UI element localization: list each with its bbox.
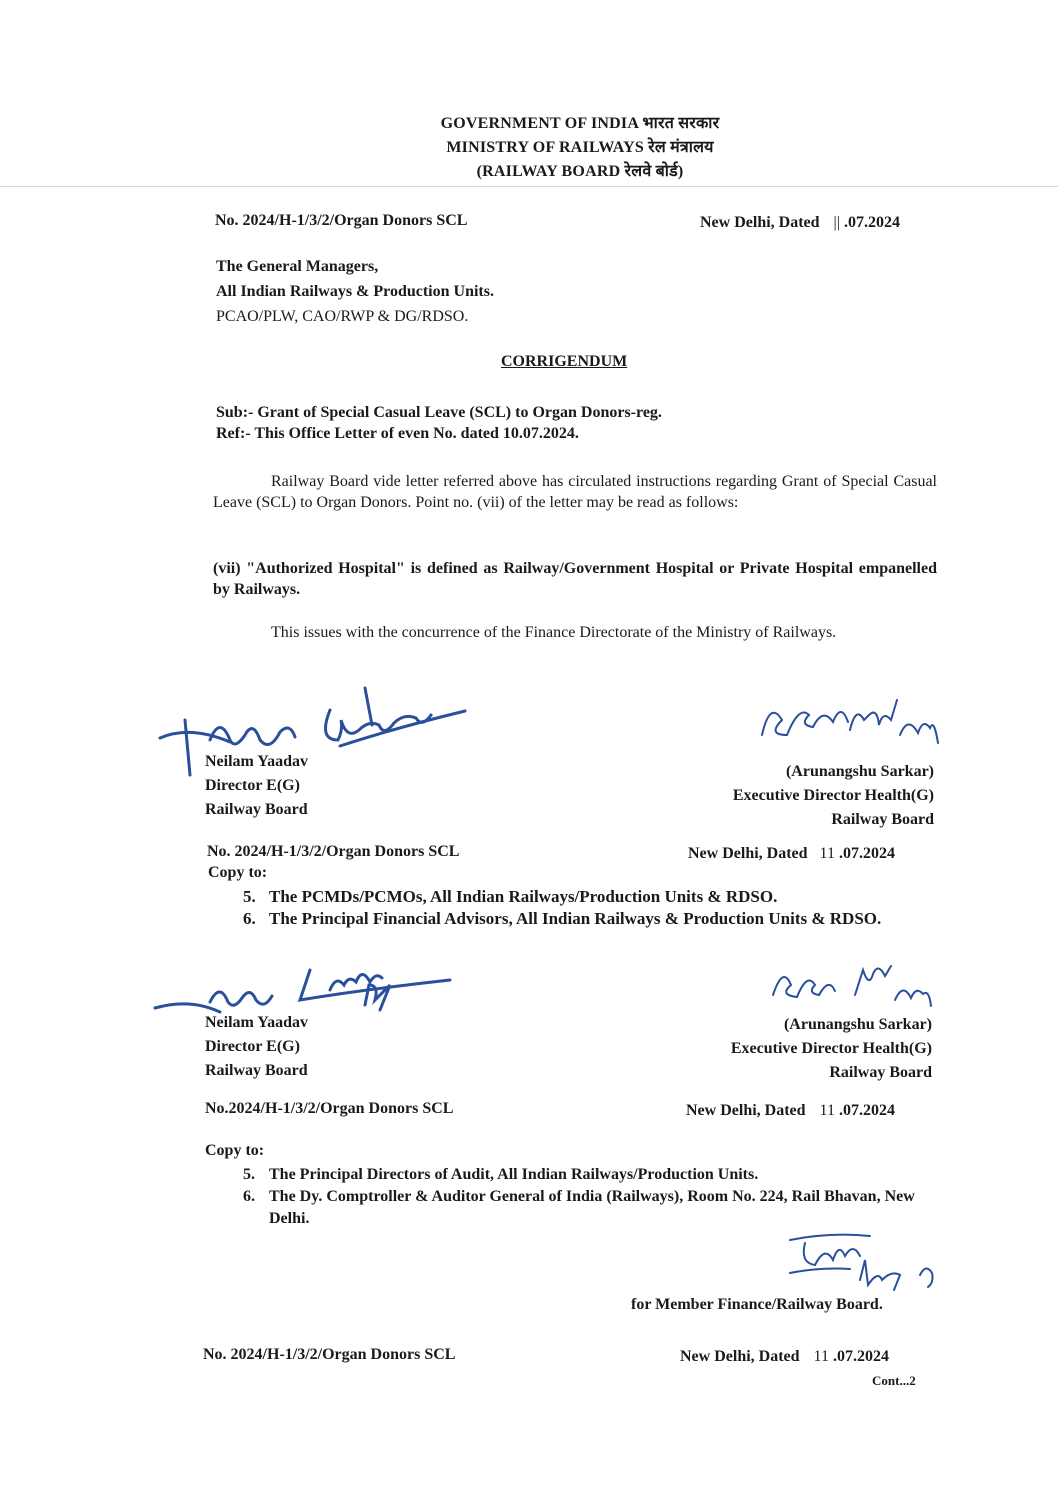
signatory-left xyxy=(205,750,308,822)
signatory-right-designation: Executive Director Health(G) xyxy=(732,787,934,804)
paragraph-point-vii: (vii) "Authorized Hospital" is defined as Railway/Government Hospital or Private Hospital empanelled by Railways. xyxy=(213,560,937,598)
handwritten-signature-left xyxy=(150,680,490,780)
copy1-date-rest: .07.2024 xyxy=(838,845,895,862)
copy1-signatory-left-org: Railway Board xyxy=(205,1062,308,1079)
list-item: 5. The PCMDs/PCMOs, All Indian Railways/Production Units & RDSO. xyxy=(243,887,778,906)
paragraph-intro: Railway Board vide letter referred above has circulated instructions regarding Grant of Special Casual Leave (SCL) to Organ Donors. Point no. (vii) of the letter may be read as follows: xyxy=(213,473,937,511)
copy1-date-day: 11 xyxy=(819,845,835,862)
document-title: CORRIGENDUM xyxy=(501,353,628,370)
copy2-date-rest: .07.2024 xyxy=(838,1102,895,1119)
list-item: 6. The Dy. Comptroller & Auditor General of India (Railways), Room No. 224, Rail Bhavan, New Delhi. xyxy=(243,1188,915,1227)
signatory-left-org: Railway Board xyxy=(205,801,308,818)
footer-date-label: New Delhi, Dated xyxy=(680,1348,800,1365)
paragraph-concurrence: This issues with the concurrence of the Finance Directorate of the Ministry of Railways. xyxy=(271,624,837,641)
copy2-date-label: New Delhi, Dated xyxy=(686,1102,806,1119)
header-line-govt: GOVERNMENT OF INDIA भारत सरकार xyxy=(440,115,720,132)
reference-line: Ref:- This Office Letter of even No. dated 10.07.2024. xyxy=(216,425,579,442)
copy2-ref-no: No.2024/H-1/3/2/Organ Donors SCL xyxy=(205,1100,454,1117)
subject-line: Sub:- Grant of Special Casual Leave (SCL) to Organ Donors-reg. xyxy=(216,404,662,421)
copy1-list xyxy=(243,886,938,930)
copy1-signatory-left xyxy=(205,1011,308,1083)
signatory-right-org: Railway Board xyxy=(831,811,934,828)
copy1-label: Copy to: xyxy=(208,864,268,881)
letter-date xyxy=(700,214,900,232)
copy2-list xyxy=(243,1164,933,1230)
handwritten-signature-left-copy1 xyxy=(150,950,470,1040)
addressee-block xyxy=(216,254,494,329)
signatory-left-designation: Director E(G) xyxy=(205,777,300,794)
header-line-board: (RAILWAY BOARD रेलवे बोर्ड) xyxy=(476,163,684,180)
addressee-line: PCAO/PLW, CAO/RWP & DG/RDSO. xyxy=(216,308,469,325)
signatory-left-name: Neilam Yaadav xyxy=(205,753,308,770)
footer-date-rest: .07.2024 xyxy=(832,1348,889,1365)
copy1-signatory-right xyxy=(620,1013,932,1085)
signatory-right xyxy=(620,760,934,832)
letter-date-rest: .07.2024 xyxy=(843,214,900,231)
copy2-date-day: 11 xyxy=(819,1102,835,1119)
copy2-date xyxy=(686,1102,895,1120)
copy1-signatory-right-name: (Arunangshu Sarkar) xyxy=(783,1016,932,1033)
letter-date-day: || xyxy=(833,214,840,231)
copy1-signatory-left-designation: Director E(G) xyxy=(205,1038,300,1055)
header-divider xyxy=(0,186,1058,187)
footer-date xyxy=(680,1348,889,1366)
copy1-ref-no: No. 2024/H-1/3/2/Organ Donors SCL xyxy=(207,843,460,860)
addressee-line: The General Managers, xyxy=(216,258,379,275)
copy1-signatory-right-org: Railway Board xyxy=(829,1064,932,1081)
footer-date-day: 11 xyxy=(813,1348,829,1365)
copy1-signatory-right-designation: Executive Director Health(G) xyxy=(730,1040,932,1057)
continuation-marker: Cont...2 xyxy=(872,1373,916,1388)
letter-date-label: New Delhi, Dated xyxy=(700,214,820,231)
handwritten-signature-right xyxy=(750,695,940,755)
signatory-right-name: (Arunangshu Sarkar) xyxy=(785,763,934,780)
addressee-line: All Indian Railways & Production Units. xyxy=(216,283,494,300)
copy1-date-label: New Delhi, Dated xyxy=(688,845,808,862)
list-item: 5. The Principal Directors of Audit, All Indian Railways/Production Units. xyxy=(243,1166,759,1183)
copy2-signoff: for Member Finance/Railway Board. xyxy=(631,1296,883,1313)
header-line-ministry: MINISTRY OF RAILWAYS रेल मंत्रालय xyxy=(446,139,714,156)
copy2-label: Copy to: xyxy=(205,1142,265,1159)
letter-ref-no: No. 2024/H-1/3/2/Organ Donors SCL xyxy=(215,212,468,229)
list-item: 6. The Principal Financial Advisors, All Indian Railways & Production Units & RDSO. xyxy=(243,909,882,928)
copy1-date xyxy=(688,845,895,863)
handwritten-signature-member-finance xyxy=(780,1225,950,1295)
copy1-signatory-left-name: Neilam Yaadav xyxy=(205,1014,308,1031)
handwritten-signature-right-copy1 xyxy=(765,960,945,1015)
footer-ref-no: No. 2024/H-1/3/2/Organ Donors SCL xyxy=(203,1346,456,1363)
